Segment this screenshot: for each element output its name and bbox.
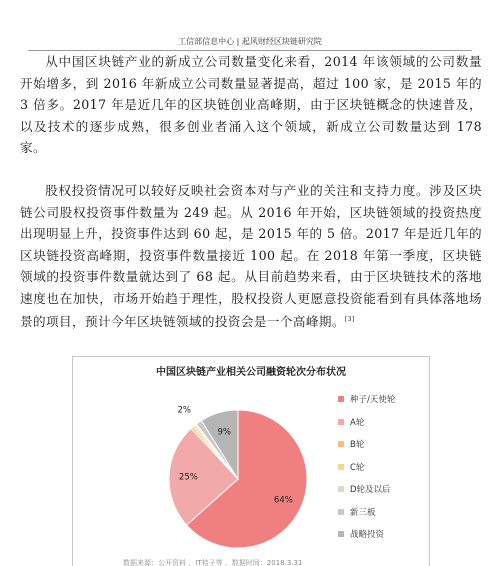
chart-legend bbox=[338, 388, 395, 546]
reference-marker: [3] bbox=[344, 316, 355, 323]
chart-source: 数据来源：公开资料 ，IT桔子等 ，数据时间：2018.3.31 bbox=[123, 559, 303, 566]
paragraph-investment-events bbox=[20, 180, 482, 333]
legend-swatch bbox=[338, 486, 344, 492]
legend-label: B轮 bbox=[350, 440, 365, 451]
legend-label: C轮 bbox=[350, 462, 365, 473]
legend-item-4 bbox=[338, 478, 395, 501]
pie-label-6: 9% bbox=[217, 427, 232, 438]
legend-item-0 bbox=[338, 388, 395, 411]
legend-item-1 bbox=[338, 411, 395, 434]
pie-label-1: 25% bbox=[178, 472, 198, 483]
legend-label: 种子/天使轮 bbox=[350, 395, 396, 406]
legend-swatch bbox=[338, 509, 344, 515]
legend-swatch bbox=[338, 441, 344, 447]
legend-label: A轮 bbox=[350, 417, 365, 428]
legend-swatch bbox=[338, 464, 344, 470]
legend-label: 战略投资 bbox=[350, 530, 385, 541]
legend-item-3 bbox=[338, 456, 395, 479]
legend-item-2 bbox=[338, 433, 395, 456]
paragraph-investment-text: 股权投资情况可以较好反映社会资本对与产业的关注和支持力度。涉及区块链公司股权投资事件数量为 249 起。从 2016 年开始，区块链领域的投资热度出现明显上升，投资事件达到 60 起，是 2015 年的 5 倍。2017 年是近几年的区块链投资高峰期，投资事件数量接近 100 起。在 2018 年第一季度，区块链领域的投资事件数量就达到了 68 起。从目前趋势来看，由于区块链技术的落地速度也在加快，市场开始趋于理性，股权投资人更愿意投资能看到有具体落地场景的项目，预计今年区块链领域的投资会是一个高峰期。 bbox=[20, 183, 482, 330]
legend-item-5 bbox=[338, 501, 395, 524]
pie-label-0: 64% bbox=[273, 495, 293, 506]
chart-title: 中国区块链产业相关公司融资轮次分布状况 bbox=[156, 367, 346, 378]
legend-swatch bbox=[338, 531, 344, 537]
legend-label: 新三板 bbox=[350, 507, 376, 518]
legend-label: D轮及以后 bbox=[350, 485, 391, 496]
page-header: 工信部信息中心 | 起风财经区块链研究院 bbox=[178, 37, 322, 46]
legend-swatch bbox=[338, 419, 344, 425]
pie-label-5: 2% bbox=[177, 405, 191, 416]
paragraph-startup-counts: 从中国区块链产业的新成立公司数量变化来看，2014 年该领域的公司数量开始增多，到 2016 年新成立公司数量显著提高，超过 100 家，是 2015 年的 3 倍多。2017 年是近几年的区块链创业高峰期，由于区块链概念的快速普及，以及技术的逐步成熟，很多创业者涌入这个领域，新成立公司数量达到 178 家。 bbox=[20, 54, 482, 155]
legend-swatch bbox=[338, 396, 344, 402]
legend-item-6 bbox=[338, 523, 395, 546]
financing-round-chart bbox=[72, 356, 430, 566]
